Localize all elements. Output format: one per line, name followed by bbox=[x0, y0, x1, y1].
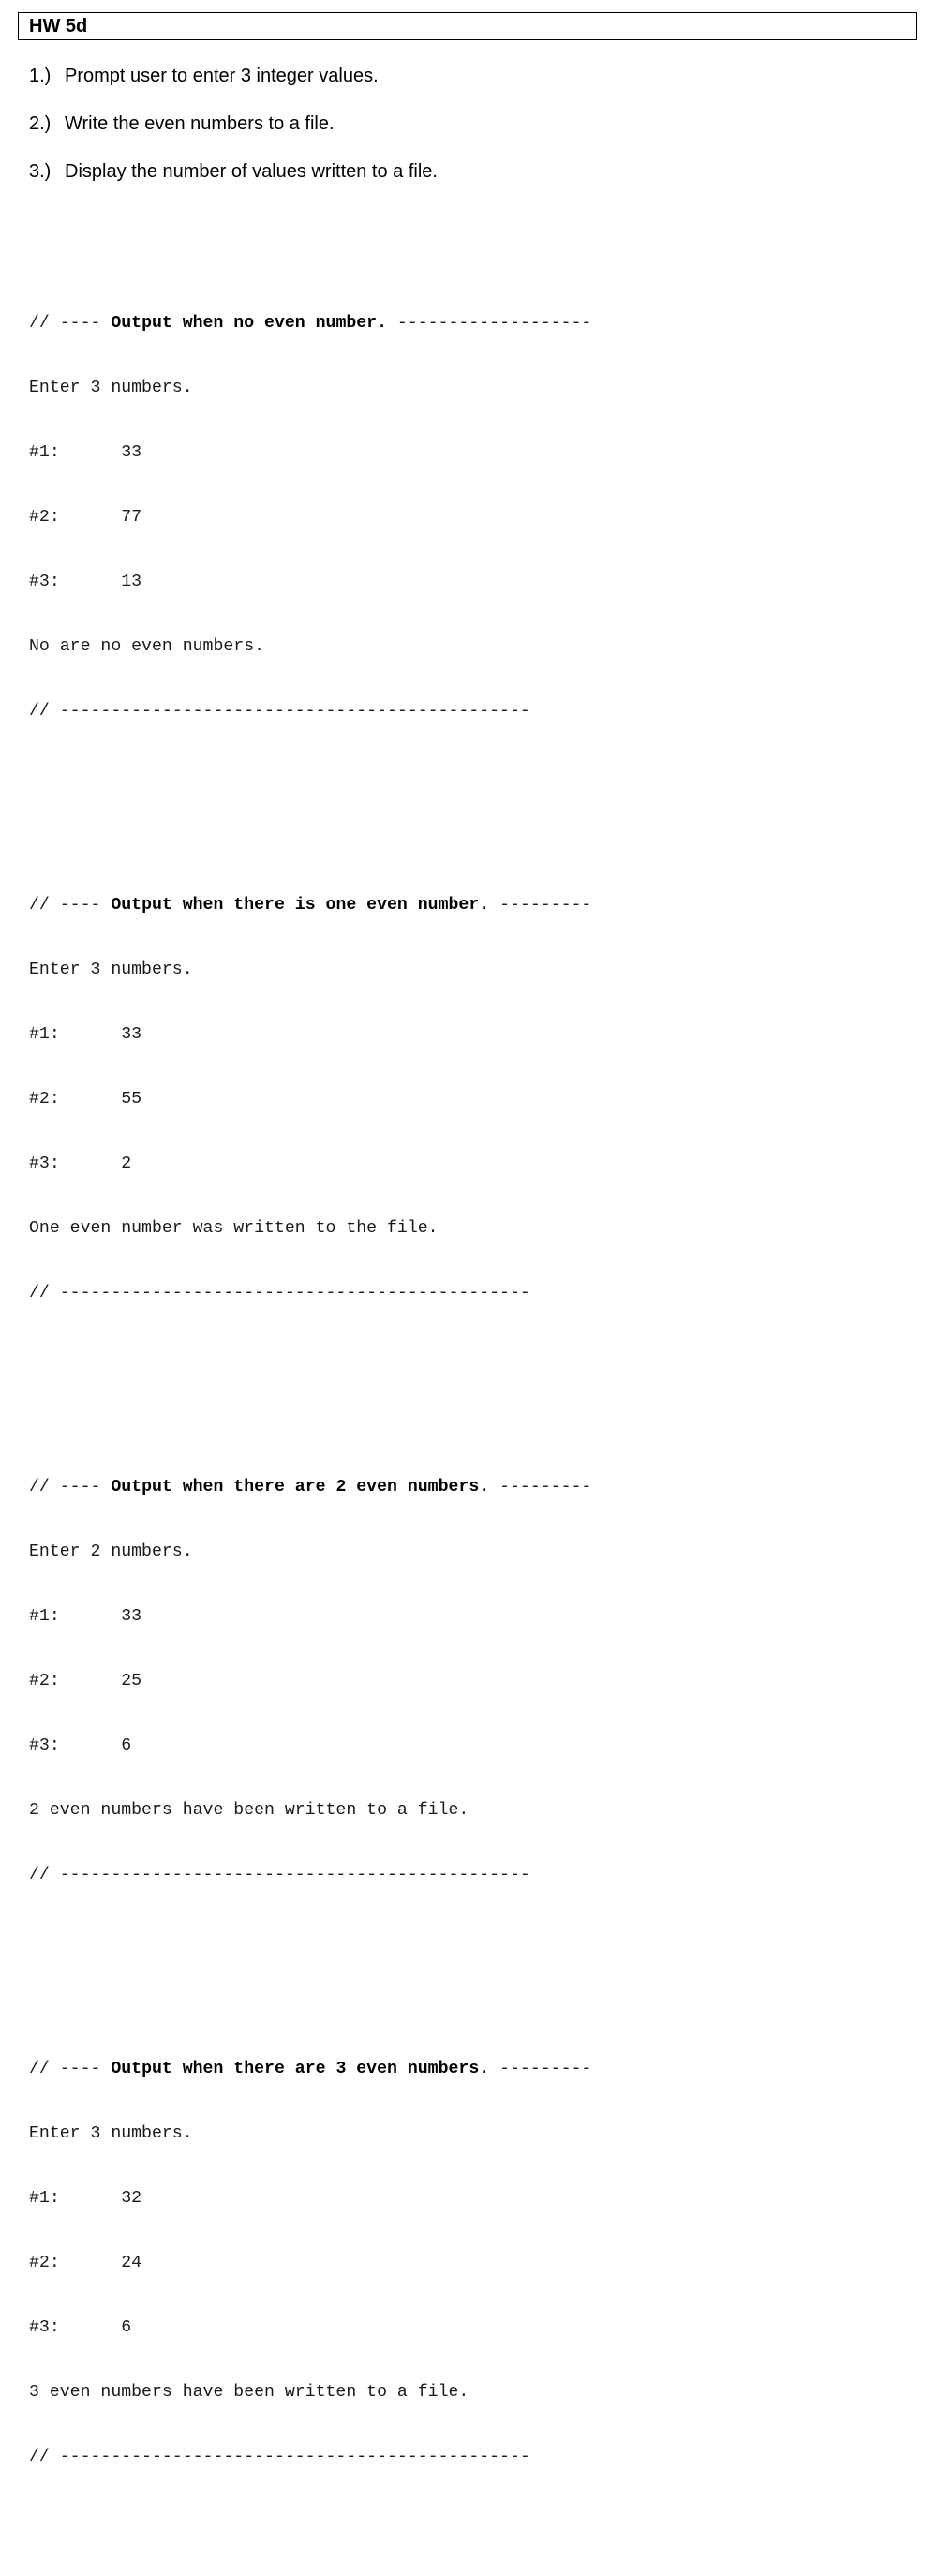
entry-line bbox=[29, 1606, 591, 1628]
output-block-three-even bbox=[29, 2016, 591, 2511]
header-prefix: // ---- bbox=[29, 1478, 112, 1496]
instruction-item bbox=[29, 158, 438, 206]
entry-line bbox=[29, 2188, 591, 2210]
instruction-number: 2.) bbox=[29, 113, 52, 134]
entry-label: #3: bbox=[29, 573, 60, 591]
output-block-two-even bbox=[29, 1434, 591, 1929]
page-title: HW 5d bbox=[18, 12, 917, 40]
entry-value: 77 bbox=[121, 508, 142, 527]
entry-line bbox=[29, 2253, 591, 2274]
block-heading: Output when no even number. bbox=[111, 314, 388, 333]
block-footer: // ---------------------------------------------- bbox=[29, 1866, 530, 1884]
result-line: 2 even numbers have been written to a file. bbox=[29, 1801, 469, 1820]
entry-label: #2: bbox=[29, 1672, 60, 1690]
instruction-number: 1.) bbox=[29, 66, 52, 86]
block-footer: // ---------------------------------------------- bbox=[29, 1284, 530, 1303]
entry-label: #1: bbox=[29, 1607, 60, 1626]
block-footer: // ---------------------------------------------- bbox=[29, 2448, 530, 2466]
entry-line bbox=[29, 572, 591, 593]
instruction-number: 3.) bbox=[29, 161, 52, 182]
header-suffix: ------------------- bbox=[387, 314, 592, 333]
entry-line bbox=[29, 442, 591, 464]
entry-value: 6 bbox=[121, 1736, 132, 1755]
entry-line bbox=[29, 507, 591, 529]
entry-value: 13 bbox=[121, 573, 142, 591]
block-footer: // ---------------------------------------------- bbox=[29, 702, 530, 721]
block-heading: Output when there is one even number. bbox=[111, 896, 490, 915]
instruction-text: Display the number of values written to a file. bbox=[65, 161, 438, 182]
prompt-line: Enter 3 numbers. bbox=[29, 960, 193, 979]
entry-label: #3: bbox=[29, 1736, 60, 1755]
block-header bbox=[29, 895, 591, 916]
entry-value: 24 bbox=[121, 2254, 142, 2272]
entry-label: #1: bbox=[29, 443, 60, 462]
header-prefix: // ---- bbox=[29, 2060, 112, 2078]
entry-value: 33 bbox=[121, 1607, 142, 1626]
prompt-line: Enter 3 numbers. bbox=[29, 2124, 193, 2143]
result-line: 3 even numbers have been written to a file. bbox=[29, 2383, 469, 2402]
block-header bbox=[29, 2059, 591, 2080]
entry-line bbox=[29, 1154, 591, 1175]
entry-value: 2 bbox=[121, 1154, 132, 1173]
header-prefix: // ---- bbox=[29, 896, 112, 915]
output-block-no-even bbox=[29, 270, 591, 766]
entry-label: #2: bbox=[29, 2254, 60, 2272]
entry-value: 32 bbox=[121, 2189, 142, 2208]
result-line: One even number was written to the file. bbox=[29, 1219, 439, 1238]
instruction-item bbox=[29, 111, 438, 158]
entry-label: #1: bbox=[29, 2189, 60, 2208]
instruction-list bbox=[29, 63, 438, 206]
header-suffix: --------- bbox=[489, 896, 592, 915]
instruction-item bbox=[29, 63, 438, 111]
entry-label: #1: bbox=[29, 1025, 60, 1044]
prompt-line: Enter 3 numbers. bbox=[29, 379, 193, 397]
entry-label: #3: bbox=[29, 2318, 60, 2337]
header-suffix: --------- bbox=[489, 2060, 592, 2078]
instruction-text: Write the even numbers to a file. bbox=[65, 113, 335, 134]
block-header bbox=[29, 1477, 591, 1498]
header-suffix: --------- bbox=[489, 1478, 592, 1496]
entry-value: 33 bbox=[121, 443, 142, 462]
sample-output bbox=[29, 205, 591, 2576]
block-heading: Output when there are 3 even numbers. bbox=[111, 2060, 490, 2078]
output-block-one-even bbox=[29, 852, 591, 1348]
entry-value: 25 bbox=[121, 1672, 142, 1690]
entry-value: 55 bbox=[121, 1090, 142, 1109]
block-header bbox=[29, 313, 591, 335]
entry-line bbox=[29, 1671, 591, 1692]
entry-label: #3: bbox=[29, 1154, 60, 1173]
entry-line bbox=[29, 1735, 591, 1757]
entry-line bbox=[29, 1024, 591, 1046]
prompt-line: Enter 2 numbers. bbox=[29, 1542, 193, 1561]
entry-line bbox=[29, 1089, 591, 1110]
header-prefix: // ---- bbox=[29, 314, 112, 333]
entry-label: #2: bbox=[29, 1090, 60, 1109]
entry-line bbox=[29, 2317, 591, 2339]
entry-value: 6 bbox=[121, 2318, 132, 2337]
result-line: No are no even numbers. bbox=[29, 637, 265, 656]
instruction-text: Prompt user to enter 3 integer values. bbox=[65, 66, 379, 86]
block-heading: Output when there are 2 even numbers. bbox=[111, 1478, 490, 1496]
entry-label: #2: bbox=[29, 508, 60, 527]
entry-value: 33 bbox=[121, 1025, 142, 1044]
